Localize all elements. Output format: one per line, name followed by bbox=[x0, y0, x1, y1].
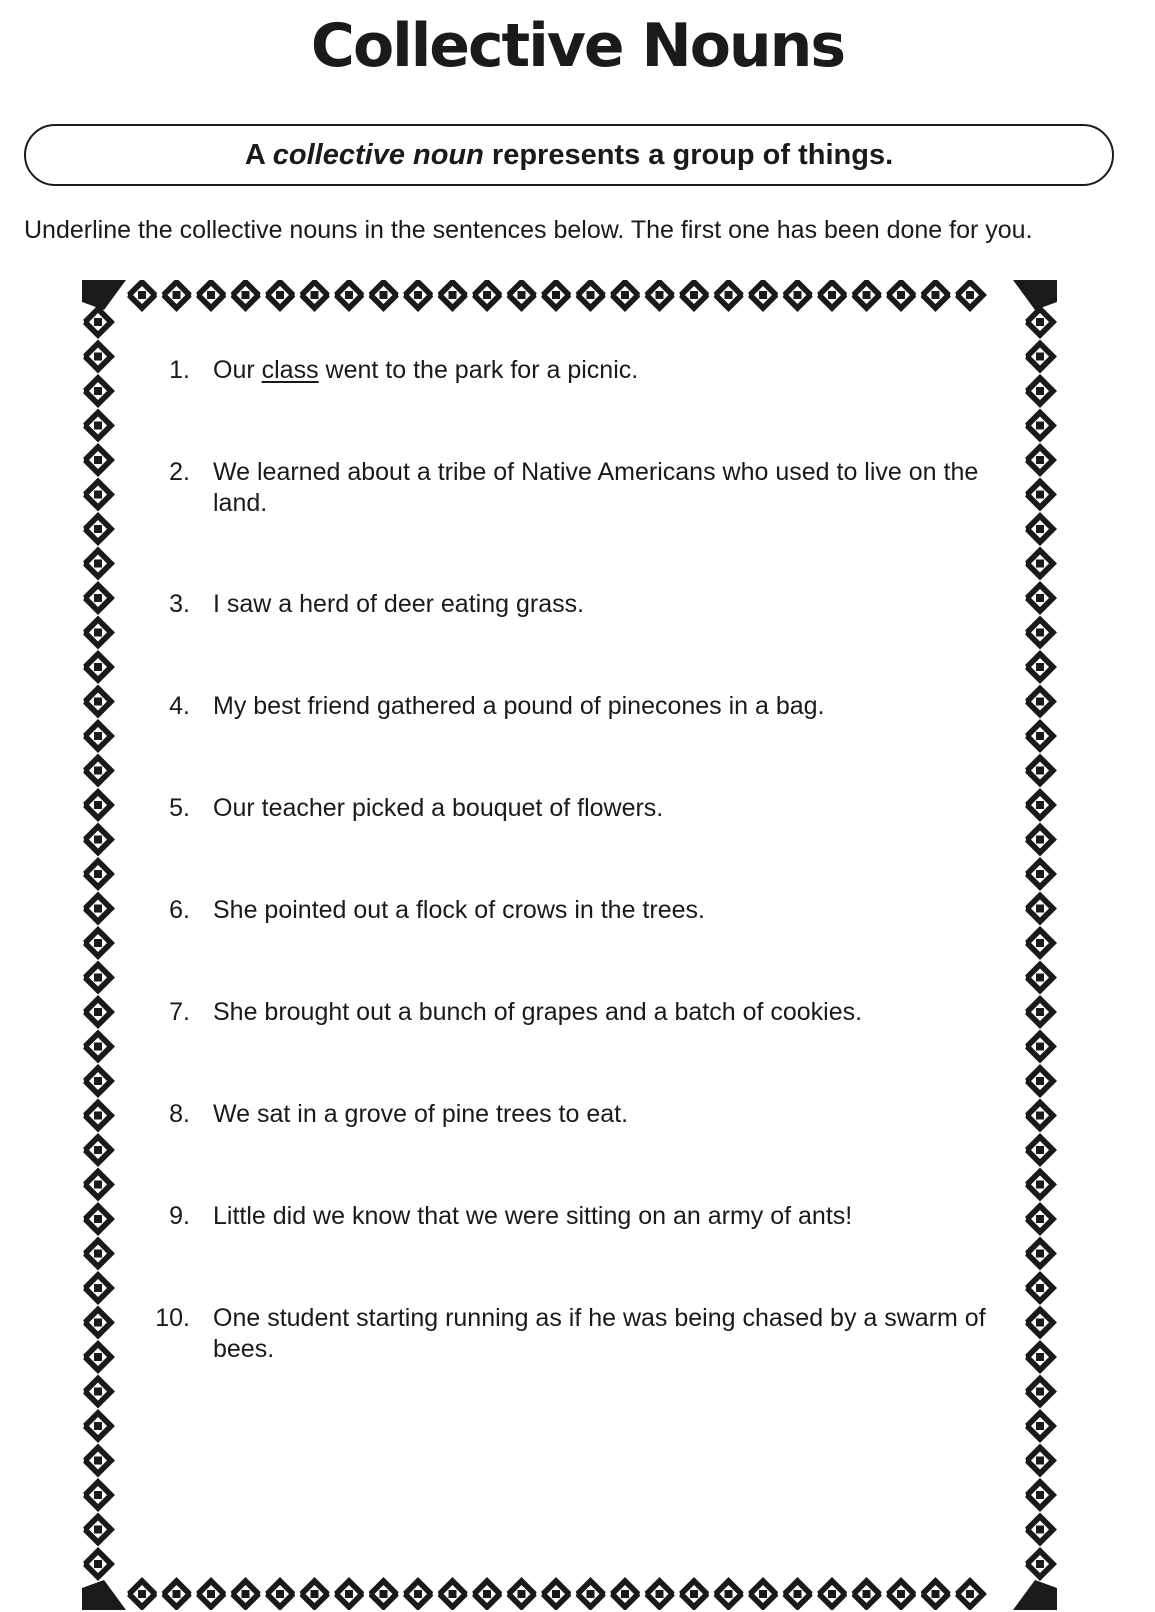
border-diamond-icon bbox=[881, 1577, 918, 1610]
border-diamond-icon bbox=[226, 280, 263, 312]
border-diamond-icon bbox=[709, 280, 746, 312]
border-diamond-icon bbox=[1020, 857, 1057, 891]
border-diamond-icon bbox=[1020, 1375, 1057, 1409]
instructions: Underline the collective nouns in the sentences below. The first one has been done for you. bbox=[24, 216, 1033, 244]
border-diamond-icon bbox=[82, 995, 115, 1029]
border-diamond-icon bbox=[82, 1340, 115, 1374]
border-diamond-icon bbox=[226, 1577, 263, 1610]
border-diamond-icon bbox=[122, 280, 159, 312]
border-diamond-icon bbox=[1020, 1133, 1057, 1167]
sentence-text: My best friend gathered a pound of pinecones in a bag. bbox=[213, 692, 825, 720]
border-diamond-icon bbox=[82, 374, 115, 408]
border-diamond-icon bbox=[82, 892, 115, 926]
border-diamond-icon bbox=[1020, 1478, 1057, 1512]
border-diamond-icon bbox=[1020, 1168, 1057, 1202]
border-diamond-icon bbox=[743, 1577, 780, 1610]
border-diamond-icon bbox=[605, 1577, 642, 1610]
border-diamond-icon bbox=[260, 1577, 297, 1610]
border-diamond-icon bbox=[329, 280, 366, 312]
border-diamond-icon bbox=[1020, 788, 1057, 822]
border-diamond-icon bbox=[847, 280, 884, 312]
definition-box bbox=[24, 124, 1114, 186]
border-diamond-icon bbox=[433, 280, 470, 312]
border-diamond-icon bbox=[82, 823, 115, 857]
border-diamond-icon bbox=[364, 1577, 401, 1610]
border-diamond-icon bbox=[467, 1577, 504, 1610]
border-diamond-icon bbox=[82, 1271, 115, 1305]
border-diamond-icon bbox=[191, 1577, 228, 1610]
border-diamond-icon bbox=[847, 1577, 884, 1610]
border-diamond-icon bbox=[1020, 1306, 1057, 1340]
border-diamond-icon bbox=[1020, 719, 1057, 753]
border-diamond-icon bbox=[536, 1577, 573, 1610]
border-diamond-icon bbox=[329, 1577, 366, 1610]
border-diamond-icon bbox=[1020, 478, 1057, 512]
border-diamond-icon bbox=[778, 1577, 815, 1610]
border-diamond-icon bbox=[82, 685, 115, 719]
sentence-number: 6. bbox=[169, 896, 190, 924]
border-diamond-icon bbox=[82, 547, 115, 581]
border-diamond-icon bbox=[1020, 443, 1057, 477]
sentence-number: 5. bbox=[169, 794, 190, 822]
border-diamond-icon bbox=[1020, 1340, 1057, 1374]
border-diamond-icon bbox=[1020, 926, 1057, 960]
sentence-text: One student starting running as if he was being chased by a swarm of bees. bbox=[213, 1304, 986, 1363]
definition-term: collective noun bbox=[272, 139, 484, 171]
border-diamond-icon bbox=[916, 280, 953, 312]
border-diamond-icon bbox=[433, 1577, 470, 1610]
border-diamond-icon bbox=[82, 1375, 115, 1409]
border-diamond-icon bbox=[82, 754, 115, 788]
border-diamond-icon bbox=[82, 443, 115, 477]
border-diamond-icon bbox=[82, 788, 115, 822]
border-diamond-icon bbox=[709, 1577, 746, 1610]
border-diamond-icon bbox=[743, 280, 780, 312]
border-diamond-icon bbox=[812, 280, 849, 312]
sentence-text-before: Our bbox=[213, 356, 262, 384]
border-diamond-icon bbox=[1020, 1202, 1057, 1236]
border-diamond-icon bbox=[82, 305, 115, 339]
border-diamond-icon bbox=[1020, 1444, 1057, 1478]
border-diamond-icon bbox=[605, 280, 642, 312]
border-diamond-icon bbox=[640, 280, 677, 312]
border-diamond-icon bbox=[295, 1577, 332, 1610]
border-diamond-icon bbox=[1020, 340, 1057, 374]
border-diamond-icon bbox=[1020, 1030, 1057, 1064]
border-diamond-icon bbox=[82, 1513, 115, 1547]
definition-prefix: A bbox=[244, 139, 273, 171]
border-diamond-icon bbox=[881, 280, 918, 312]
border-diamond-icon bbox=[398, 280, 435, 312]
underlined-collective-noun: class bbox=[261, 356, 319, 384]
border-diamond-icon bbox=[82, 961, 115, 995]
sentence-number: 1. bbox=[169, 356, 190, 384]
sentence-number: 2. bbox=[169, 458, 190, 486]
border-diamond-icon bbox=[82, 719, 115, 753]
border-diamond-icon bbox=[82, 1030, 115, 1064]
sentence-text: We sat in a grove of pine trees to eat. bbox=[213, 1100, 629, 1128]
border-diamond-icon bbox=[502, 1577, 539, 1610]
sentence-text: I saw a herd of deer eating grass. bbox=[213, 590, 585, 618]
border-diamond-icon bbox=[82, 1237, 115, 1271]
border-diamond-icon bbox=[295, 280, 332, 312]
sentence-text: She brought out a bunch of grapes and a batch of cookies. bbox=[213, 998, 863, 1026]
border-diamond-icon bbox=[1020, 409, 1057, 443]
border-diamond-icon bbox=[122, 1577, 159, 1610]
sentence-text-after: went to the park for a picnic. bbox=[318, 356, 639, 384]
border-diamond-icon bbox=[82, 1133, 115, 1167]
border-diamond-icon bbox=[1020, 1271, 1057, 1305]
border-diamond-icon bbox=[191, 280, 228, 312]
sentence-number: 9. bbox=[169, 1202, 190, 1230]
border-diamond-icon bbox=[571, 1577, 608, 1610]
border-diamond-icon bbox=[82, 1478, 115, 1512]
border-diamond-icon bbox=[82, 1168, 115, 1202]
border-diamond-icon bbox=[1020, 1237, 1057, 1271]
sentence-number: 4. bbox=[169, 692, 190, 720]
border-diamond-icon bbox=[82, 340, 115, 374]
border-diamond-icon bbox=[1020, 1064, 1057, 1098]
border-diamond-icon bbox=[1020, 685, 1057, 719]
border-diamond-icon bbox=[1020, 961, 1057, 995]
sentence-text: She pointed out a flock of crows in the trees. bbox=[213, 896, 705, 924]
border-diamond-icon bbox=[82, 1064, 115, 1098]
border-diamond-icon bbox=[1020, 581, 1057, 615]
sentence-text: Our teacher picked a bouquet of flowers. bbox=[213, 794, 664, 822]
sentence-text bbox=[213, 355, 1003, 386]
definition-suffix: represents a group of things. bbox=[483, 139, 894, 171]
border-diamond-icon bbox=[82, 409, 115, 443]
border-diamond-icon bbox=[950, 1577, 987, 1610]
border-diamond-icon bbox=[82, 1099, 115, 1133]
border-diamond-icon bbox=[536, 280, 573, 312]
sentence-text: We learned about a tribe of Native Americans who used to live on the land. bbox=[213, 458, 979, 517]
border-corner-icon bbox=[1013, 1580, 1057, 1610]
border-diamond-icon bbox=[502, 280, 539, 312]
border-diamond-icon bbox=[398, 1577, 435, 1610]
border-diamond-icon bbox=[82, 857, 115, 891]
border-diamond-icon bbox=[1020, 1099, 1057, 1133]
border-diamond-icon bbox=[260, 280, 297, 312]
border-diamond-icon bbox=[82, 478, 115, 512]
sentence-number: 3. bbox=[169, 590, 190, 618]
border-diamond-icon bbox=[1020, 650, 1057, 684]
border-diamond-icon bbox=[82, 1202, 115, 1236]
border-diamond-icon bbox=[364, 280, 401, 312]
border-diamond-icon bbox=[82, 650, 115, 684]
border-corner-icon bbox=[82, 1580, 126, 1610]
border-diamond-icon bbox=[82, 926, 115, 960]
border-diamond-icon bbox=[1020, 823, 1057, 857]
border-diamond-icon bbox=[1020, 512, 1057, 546]
border-diamond-icon bbox=[674, 1577, 711, 1610]
border-diamond-icon bbox=[82, 616, 115, 650]
border-diamond-icon bbox=[82, 1444, 115, 1478]
sentence-number: 8. bbox=[169, 1100, 190, 1128]
border-diamond-icon bbox=[1020, 547, 1057, 581]
border-diamond-icon bbox=[1020, 616, 1057, 650]
border-diamond-icon bbox=[82, 1409, 115, 1443]
page-title: Collective Nouns bbox=[310, 11, 845, 81]
border-diamond-icon bbox=[916, 1577, 953, 1610]
border-diamond-icon bbox=[640, 1577, 677, 1610]
border-diamond-icon bbox=[82, 1306, 115, 1340]
border-corner-icon bbox=[1013, 280, 1057, 310]
border-diamond-icon bbox=[674, 280, 711, 312]
sentence-text: Little did we know that we were sitting on an army of ants! bbox=[213, 1202, 853, 1230]
sentence-number: 7. bbox=[169, 998, 190, 1026]
border-diamond-icon bbox=[1020, 754, 1057, 788]
border-diamond-icon bbox=[82, 1547, 115, 1581]
border-diamond-icon bbox=[1020, 995, 1057, 1029]
border-diamond-icon bbox=[1020, 305, 1057, 339]
border-diamond-icon bbox=[1020, 1513, 1057, 1547]
border-diamond-icon bbox=[82, 512, 115, 546]
border-diamond-icon bbox=[778, 280, 815, 312]
border-diamond-icon bbox=[1020, 892, 1057, 926]
border-diamond-icon bbox=[82, 581, 115, 615]
border-diamond-icon bbox=[157, 1577, 194, 1610]
border-diamond-icon bbox=[812, 1577, 849, 1610]
border-diamond-icon bbox=[1020, 1547, 1057, 1581]
sentence-number: 10. bbox=[155, 1304, 190, 1332]
border-diamond-icon bbox=[467, 280, 504, 312]
border-diamond-icon bbox=[1020, 374, 1057, 408]
border-diamond-icon bbox=[1020, 1409, 1057, 1443]
border-diamond-icon bbox=[157, 280, 194, 312]
border-diamond-icon bbox=[950, 280, 987, 312]
border-diamond-icon bbox=[571, 280, 608, 312]
border-corner-icon bbox=[82, 280, 126, 310]
